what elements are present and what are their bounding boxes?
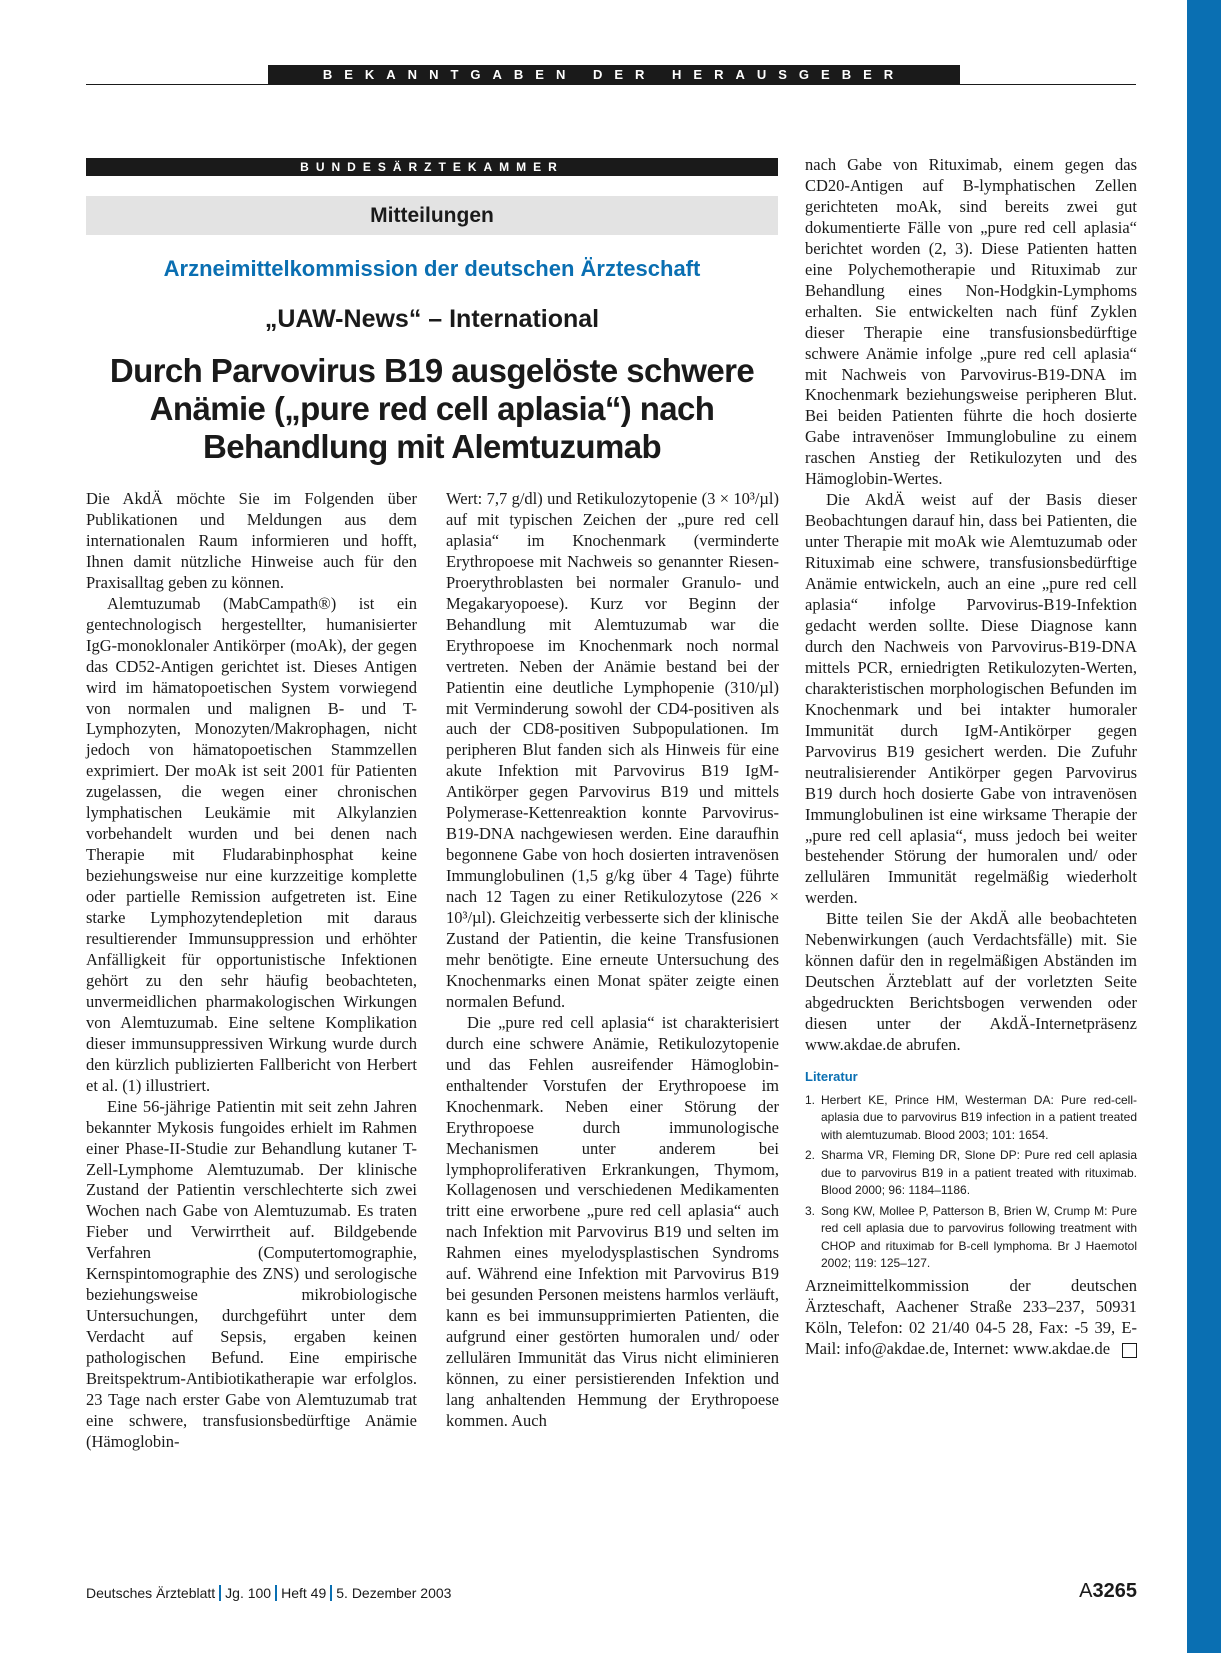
page-number xyxy=(1079,1580,1137,1603)
header-rule xyxy=(86,84,1136,85)
column-1 xyxy=(86,489,417,1453)
commission-title: Arzneimittelkommission der deutschen Ärzteschaft xyxy=(163,256,701,281)
page-prefix: A xyxy=(1079,1580,1093,1602)
footer-separator xyxy=(219,1585,221,1601)
paragraph: Wert: 7,7 g/dl) und Retikulozytopenie (3 × 10³/µl) auf mit typischen Zeichen der „pure red cell aplasia“ im Knochenmark (verminderte Erythropoese mit Nachweis so genannter Riesen-Proerythroblasten bei normaler Granulo- und Megakaryopoese). Kurz vor Beginn der Behandlung mit Alemtuzumab war die Erythropoese im Knochenmark noch normal vertreten. Neben der Anämie bestand bei der Patientin eine deutliche Lymphopenie (310/µl) mit Verminderung sowohl der CD4-positiven als auch der CD8-positiven Subpopulationen. Im peripheren Blut fanden sich als Hinweis für eine akute Infektion mit Parvovirus B19 IgM-Antikörper gegen Parvovirus B19 und mittels Polymerase-Kettenreaktion konnte Parvovirus-B19-DNA nachgewiesen werden. Eine daraufhin begonnene Gabe von hoch dosierten intravenösen Immunglobulinen (1,5 g/kg über 4 Tage) führte nach 12 Tagen zu einer Retikulozytose (226 × 10³/µl). Gleichzeitig verbesserte sich der klinische Zustand der Patientin, die keine Transfusionen mehr benötigte. Eine erneute Untersuchung des Knochenmarks einen Monat später zeigte einen normalen Befund. xyxy=(446,489,779,1011)
issue: Heft 49 xyxy=(281,1585,327,1601)
paragraph: Die AkdÄ weist auf der Basis dieser Beobachtungen darauf hin, dass bei Patienten, die unter Therapie mit moAk wie Alemtuzumab oder Rituximab eine schwere, transfusionsbedürftige Anämie entwickeln, auch an eine „pure red cell aplasia“ infolge Parvovirus-B19-Infektion gedacht werden sollte. Diese Diagnose kann durch den Nachweis von Parvovirus-B19-DNA mittels PCR, erniedrigten Retikulozyten-Werten, charakteristischen morphologischen Befunden im Knochenmark und bei intakter humoraler Immunität durch IgM-Antikörper gegen Parvovirus B19 gesichert werden. Die Zufuhr neutralisierender Antikörper gegen Parvovirus B19 durch hoch dosierte Gabe von intravenösen Immunglobulinen ist eine wirksame Therapie der „pure red cell aplasia“, muss jedoch bei weiter bestehender Störung der humoralen und/ oder zellulären Immunität regelmäßig wiederholt werden. xyxy=(805,490,1137,908)
reference-number: 3. xyxy=(805,1203,816,1218)
contact-address xyxy=(805,1276,1137,1360)
organization-bar: BUNDESÄRZTEKAMMER xyxy=(86,158,778,176)
article-title: Durch Parvovirus B19 ausgelöste schwere Anämie („pure red cell aplasia“) nach Behandlung mit Alemtuzumab xyxy=(109,352,755,465)
paragraph: Die AkdÄ möchte Sie im Folgenden über Publikationen und Meldungen aus dem internationalen Raum informieren und hofft, Ihnen damit nützliche Hinweise auch für den Praxisalltag geben zu können. xyxy=(86,489,417,592)
footer-separator xyxy=(275,1585,277,1601)
reference-text: Herbert KE, Prince HM, Westerman DA: Pure red-cell-aplasia due to parvovirus B19 infection in a patient treated with alemtuzumab. Blood 2003; 101: 1654. xyxy=(821,1092,1137,1142)
issue-date: 5. Dezember 2003 xyxy=(336,1585,452,1601)
paragraph: Alemtuzumab (MabCampath®) ist ein gentechnologisch hergestellter, humanisierter IgG-monoklonaler Antikörper (moAk), der gegen das CD52-Antigen gerichtet ist. Dieses Antigen wird im hämatopoetischen System vorwiegend von normalen und malignen B- und T-Lymphozyten, Monozyten/Makrophagen, nicht jedoch von hämatopoetischen Stammzellen exprimiert. Der moAk ist seit 2001 für Patienten zugelassen, die wegen einer chronischen lymphatischen Leukämie mit Alkylanzien vorbehandelt wurden und bei denen nach Therapie mit Fludarabinphosphat keine beziehungsweise nur eine kurzzeitige komplette oder partielle Remission aufgetreten ist. Eine starke Lymphozytendepletion mit daraus resultierender Immunsuppression und erhöhter Anfälligkeit für opportunistische Infektionen gehört zu den sehr häufig beobachteten, unvermeidlichen pharmakologischen Wirkungen von Alemtuzumab. Eine seltene Komplikation dieser immunsuppressiven Wirkung wurde durch den kürzlich publizierten Fallbericht von Herbert et al. (1) illustriert. xyxy=(86,593,417,1095)
reference-text: Song KW, Mollee P, Patterson B, Brien W, Crump M: Pure red cell aplasia due to parvovirus following treatment with CHOP and rituximab for B-cell lymphoma. Br J Haemotol 2002; 119: 125–127. xyxy=(821,1203,1137,1271)
column-2 xyxy=(446,489,779,1432)
reference-text: Sharma VR, Fleming DR, Slone DP: Pure red cell aplasia due to parvovirus B19 in a patient treated with rituximab. Blood 2000; 96: 1184–1186. xyxy=(821,1148,1137,1198)
contact-address-text: Arzneimittelkommission der deutschen Ärzteschaft, Aachener Straße 233–237, 50931 Köln, Telefon: 02 21/40 04-5 28, Fax: -5 39, E-Mail: info@akdae.de, Internet: www.akdae.de xyxy=(805,1275,1137,1358)
series-title: „UAW-News“ – International xyxy=(264,305,600,333)
reference-number: 2. xyxy=(805,1148,816,1163)
reference-number: 1. xyxy=(805,1092,816,1107)
page-footer xyxy=(86,1585,451,1601)
reference-item xyxy=(805,1147,1137,1200)
reference-item xyxy=(805,1092,1137,1145)
section-header: BEKANNTGABEN DER HERAUSGEBER xyxy=(268,65,960,84)
journal-name: Deutsches Ärzteblatt xyxy=(86,1585,216,1601)
literature-heading: Literatur xyxy=(805,1068,858,1084)
page-number-value: 3265 xyxy=(1092,1580,1137,1602)
end-mark-icon xyxy=(1122,1343,1137,1358)
column-3 xyxy=(805,155,1137,1360)
side-color-bar xyxy=(1187,0,1221,1653)
paragraph: Bitte teilen Sie der AkdÄ alle beobachteten Nebenwirkungen (auch Verdachtsfälle) mit. Sie können dafür den in regelmäßigen Abständen im Deutschen Ärzteblatt auf der vorletzten Seite abgedruckten Berichtsbogen verwenden oder diesen unter der AkdÄ-Internetpräsenz www.akdae.de abrufen. xyxy=(805,909,1137,1055)
volume: Jg. 100 xyxy=(225,1585,272,1601)
paragraph: nach Gabe von Rituximab, einem gegen das CD20-Antigen auf B-lymphatischen Zellen gerichteten moAk, sind bereits zwei gut dokumentierte Fälle von „pure red cell aplasia“ berichtet worden (2, 3). Diese Patienten hatten eine Polychemotherapie und Rituximab zur Behandlung eines Non-Hodgkin-Lymphoms erhalten. Sie entwickelten nach fünf Zyklen dieser Therapie eine transfusionsbedürftige schwere Anämie infolge „pure red cell aplasia“ mit Nachweis von Parvovirus-B19-DNA im Knochenmark beziehungsweise peripheren Blut. Bei beiden Patienten führte die hoch dosierte Gabe intravenöser Immunglobuline zu einem raschen Anstieg der Retikulozyten und des Hämoglobin-Wertes. xyxy=(805,155,1137,489)
footer-separator xyxy=(330,1585,332,1601)
paragraph: Die „pure red cell aplasia“ ist charakterisiert durch eine schwere Anämie, Retikulozytopenie und das Fehlen ausreifender Hämoglobin-enthaltender Vorstufen der Erythropoese im Knochenmark. Neben einer Störung der Erythropoese durch immunologische Mechanismen unter anderem bei lymphoproliferativen Erkrankungen, Thymom, Kollagenosen und verschiedenen Medikamenten tritt eine erworbene „pure red cell aplasia“ auch nach Infektion mit Parvovirus B19 und selten im Rahmen eines myelodysplastischen Syndroms auf. Während eine Infektion mit Parvovirus B19 bei gesunden Personen meistens harmlos verläuft, kann es bei immunsupprimierten Patienten, die aufgrund einer gestörten humoralen und/ oder zellulären Immunität das Virus nicht eliminieren können, zu einer persistierenden Infektion und lang anhaltenden Hemmung der Erythropoese kommen. Auch xyxy=(446,1012,779,1430)
reference-list xyxy=(805,1092,1137,1273)
paragraph: Eine 56-jährige Patientin mit seit zehn Jahren bekannter Mykosis fungoides erhielt im Rahmen einer Phase-II-Studie zur Behandlung kutaner T-Zell-Lymphome Alemtuzumab. Der klinische Zustand der Patientin verschlechterte sich zwei Wochen nach Gabe von Alemtuzumab. Es traten Fieber und Verwirrtheit auf. Bildgebende Verfahren (Computertomographie, Kernspintomographie des ZNS) und serologische beziehungsweise mikrobiologische Untersuchungen, durchgeführt unter dem Verdacht auf Sepsis, ergaben keinen pathologischen Befund. Eine empirische Breitspektrum-Antibiotikatherapie war erfolglos. 23 Tage nach erster Gabe von Alemtuzumab trat eine schwere, transfusionsbedürftige Anämie (Hämoglobin- xyxy=(86,1096,417,1451)
reference-item xyxy=(805,1203,1137,1273)
rubric-title: Mitteilungen xyxy=(86,196,778,235)
